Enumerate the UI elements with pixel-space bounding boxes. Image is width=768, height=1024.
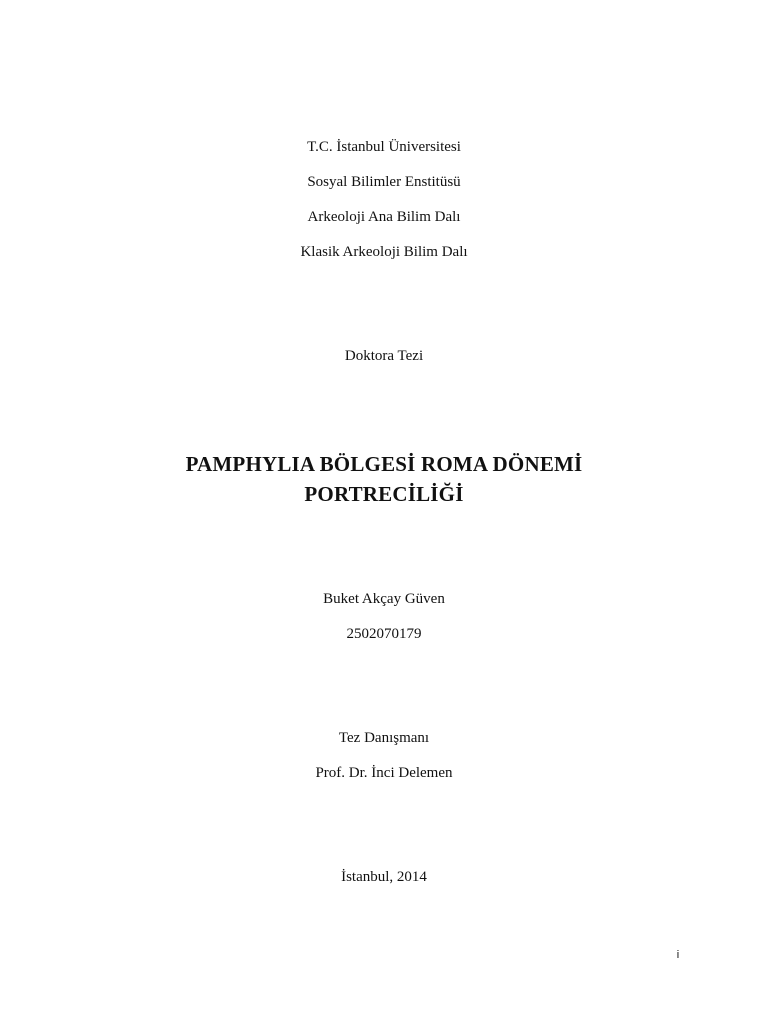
department-name: Arkeoloji Ana Bilim Dalı [307, 209, 461, 225]
author-name: Buket Akçay Güven [323, 591, 445, 607]
student-number: 2502070179 [346, 626, 422, 642]
page-number: i [676, 949, 680, 961]
advisor-label: Tez Danışmanı [338, 730, 430, 746]
university-name: T.C. İstanbul Üniversitesi [307, 139, 461, 155]
thesis-title-line-2: PORTRECİLİĞİ [304, 482, 464, 506]
place-and-date: İstanbul, 2014 [341, 869, 427, 885]
thesis-type: Doktora Tezi [344, 348, 424, 364]
institute-name: Sosyal Bilimler Enstitüsü [307, 174, 461, 190]
thesis-title-line-1: PAMPHYLIA BÖLGESİ ROMA DÖNEMİ [185, 452, 583, 476]
division-name: Klasik Arkeoloji Bilim Dalı [300, 244, 468, 260]
advisor-name: Prof. Dr. İnci Delemen [315, 765, 453, 781]
